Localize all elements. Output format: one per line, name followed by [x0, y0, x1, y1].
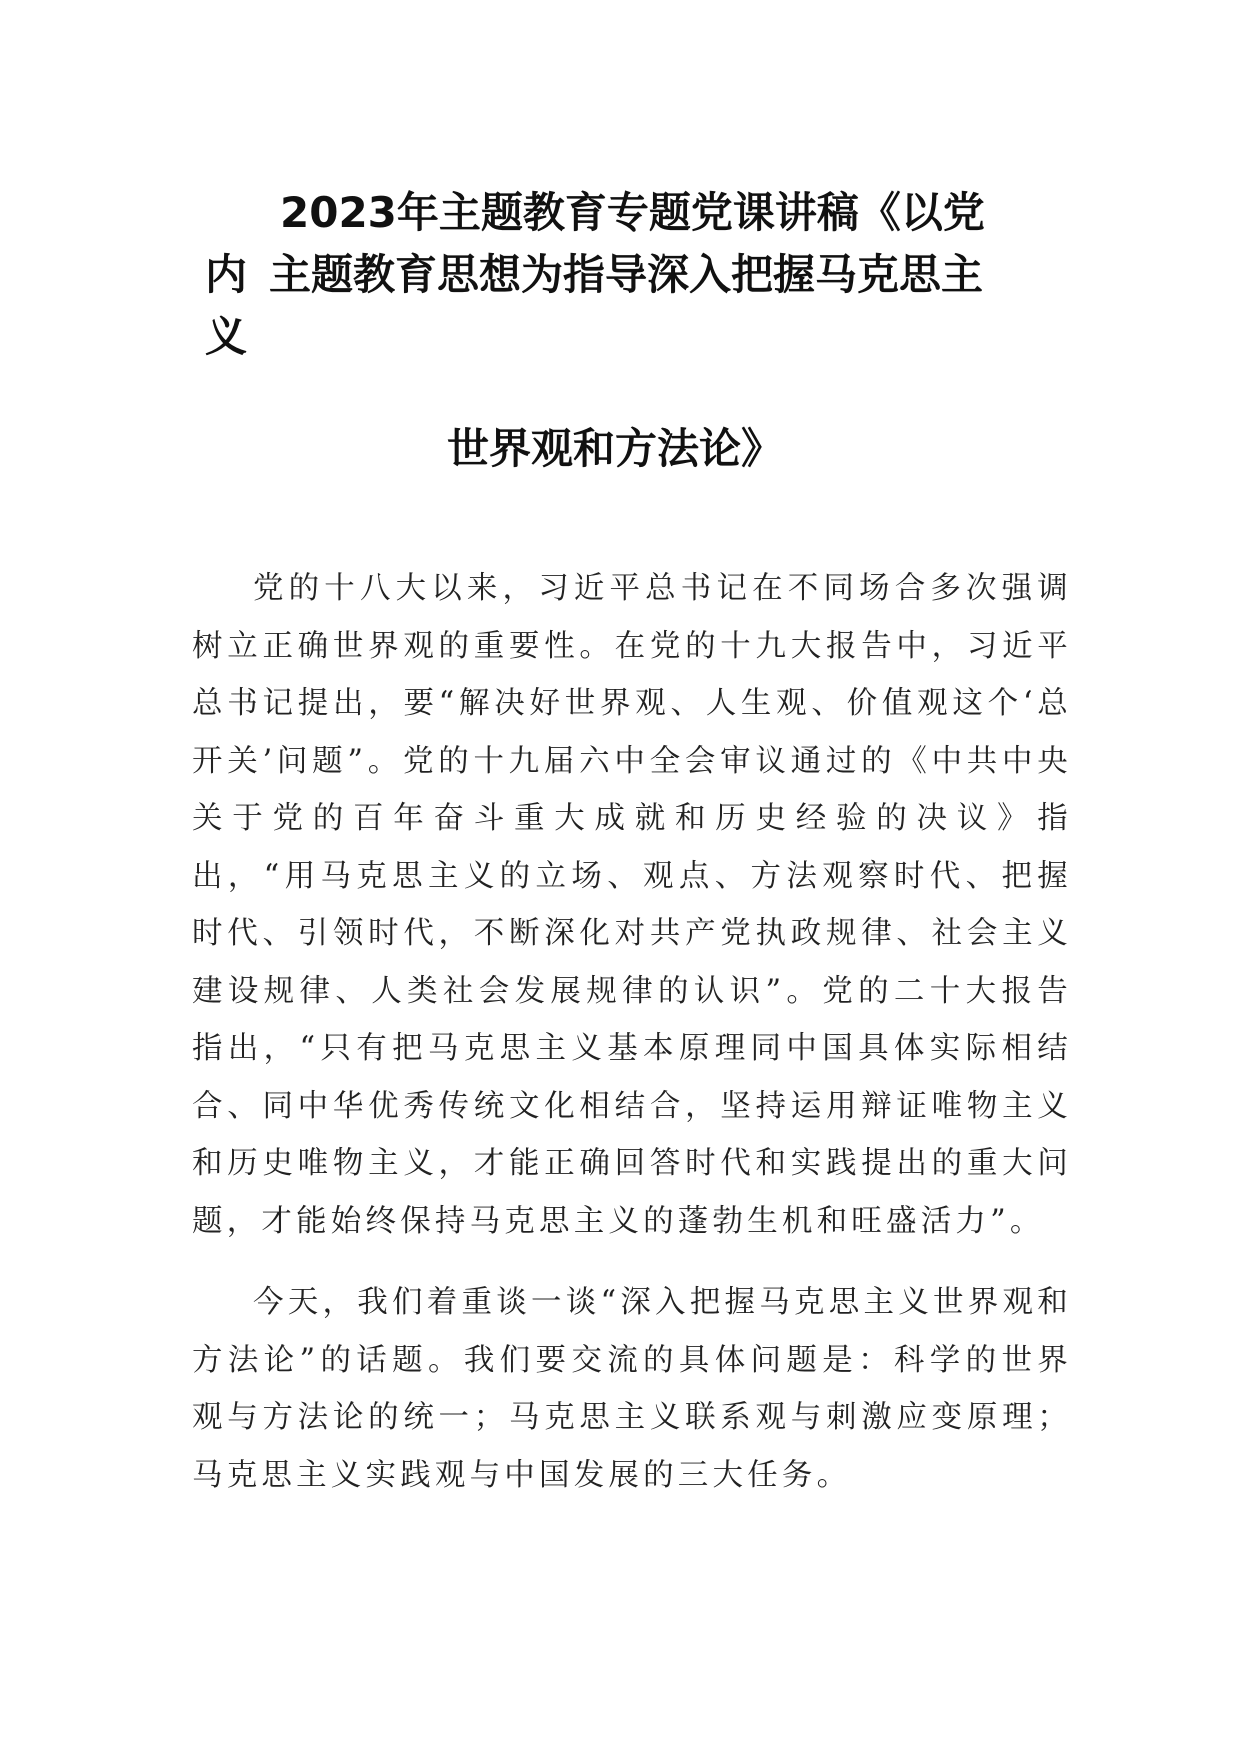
title-fragment: 内 — [205, 250, 248, 299]
document-title — [205, 182, 1045, 480]
title-line — [205, 244, 1045, 306]
body-paragraph: 今天，我们着重谈一谈“深入把握马克思主义世界观和方法论”的话题。我们要交流的具体问题是：科学的世界观与方法论的统一；马克思主义联系观与刺激应变原理；马克思主义实践观与中国发展的三大任务。 — [192, 1285, 1072, 1493]
body-paragraph: 党的十八大以来，习近平总书记在不同场合多次强调树立正确世界观的重要性。在党的十九大报告中，习近平总书记提出，要“解决好世界观、人生观、价值观这个‘总开关’问题”。党的十九届六中全会审议通过的《中共中央关于党的百年奋斗重大成就和历史经验的决议》指出，“用马克思主义的立场、观点、方法观察时代、把握时代、引领时代，不断深化对共产党执政规律、社会主义建设规律、人类社会发展规律的认识”。党的二十大报告指出，“只有把马克思主义基本原理同中国具体实际相结合、同中华优秀传统文化相结合，坚持运用辩证唯物主义和历史唯物主义，才能正确回答时代和实践提出的重大问题，才能始终保持马克思主义的蓬勃生机和旺盛活力”。 — [192, 571, 1072, 1239]
title-line: 义 — [205, 312, 248, 361]
title-line: 2023年主题教育专题党课讲稿《以党 — [280, 188, 985, 237]
title-fragment: 主题教育思想为指导深入把握马克思主 — [269, 250, 984, 299]
title-line: 世界观和方法论》 — [446, 424, 783, 473]
document-body — [192, 560, 1072, 1504]
